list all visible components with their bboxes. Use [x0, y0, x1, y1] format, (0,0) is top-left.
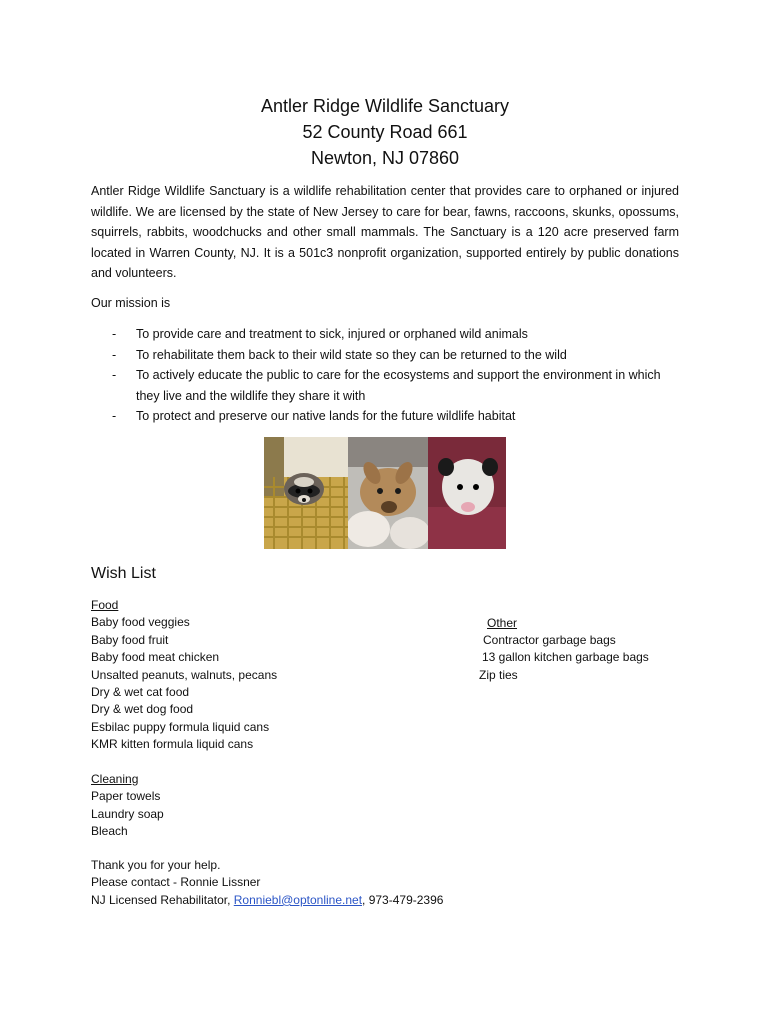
- list-item: Esbilac puppy formula liquid cans: [91, 719, 270, 734]
- list-item: Paper towels: [91, 789, 161, 804]
- contact-name-line: Please contact - Ronnie Lissner: [91, 875, 261, 890]
- mission-list: [112, 324, 684, 427]
- opossum-photo: [428, 437, 506, 549]
- list-item: Contractor garbage bags: [483, 633, 616, 647]
- mission-item: - To protect and preserve our native lands for the future wildlife habitat: [112, 409, 516, 423]
- list-item: Laundry soap: [91, 806, 164, 821]
- mission-item: - To actively educate the public to care for the ecosystems and support the environment in which they live and the wildlife they share it with: [112, 368, 661, 403]
- license-line: NJ Licensed Rehabilitator, Ronniebl@optonline.net, 973-479-2396: [91, 892, 444, 907]
- list-item: Dry & wet dog food: [91, 702, 194, 717]
- food-list: [91, 597, 277, 754]
- list-item: Bleach: [91, 824, 128, 839]
- other-heading-wrap: [487, 615, 517, 632]
- food-heading: Food: [91, 598, 119, 612]
- list-item: Baby food meat chicken: [91, 650, 220, 665]
- contact-block: [91, 857, 443, 909]
- animal-photo-collage: [264, 437, 506, 549]
- list-item: Unsalted peanuts, walnuts, pecans: [91, 667, 278, 682]
- cleaning-heading: Cleaning: [91, 772, 139, 786]
- list-item: Baby food fruit: [91, 632, 169, 647]
- list-item: Dry & wet cat food: [91, 685, 190, 700]
- intro-paragraph: Antler Ridge Wildlife Sanctuary is a wildlife rehabilitation center that provides care to orphaned or injured wildlife. We are licensed by the state of New Jersey to care for bear, fawns, raccoons, skunks, opossums, squirrels, rabbits, woodchucks and other small mammals. The Sanctuary is a 120 acre preserved farm located in Warren County, NJ. It is a 501c3 nonprofit organization, supported entirely by public donations and volunteers.: [91, 184, 679, 280]
- other-heading: Other: [487, 616, 518, 630]
- mission-intro: Our mission is: [91, 296, 171, 310]
- list-item: Baby food veggies: [91, 615, 190, 630]
- mission-item: - To rehabilitate them back to their wild state so they can be returned to the wild: [112, 347, 567, 362]
- cleaning-list: [91, 771, 164, 841]
- mission-item: - To provide care and treatment to sick, injured or orphaned wild animals: [112, 327, 528, 341]
- fawn-photo: [348, 437, 428, 549]
- list-item: 13 gallon kitchen garbage bags: [482, 650, 649, 664]
- other-list-a: [483, 632, 616, 649]
- list-item: KMR kitten formula liquid cans: [91, 737, 254, 752]
- address-line-1: 52 County Road 661: [302, 122, 468, 142]
- other-list-b: [482, 649, 649, 666]
- letterhead: [0, 93, 770, 171]
- wish-list-title: Wish List: [91, 565, 156, 582]
- thanks-line: Thank you for your help.: [91, 858, 221, 872]
- list-item: Zip ties: [479, 668, 518, 682]
- raccoon-photo: [264, 437, 348, 549]
- email-link[interactable]: Ronniebl@optonline.net: [233, 892, 363, 907]
- address-line-2: Newton, NJ 07860: [310, 148, 460, 168]
- organization-name: Antler Ridge Wildlife Sanctuary: [260, 96, 510, 116]
- other-list-c: [479, 667, 518, 684]
